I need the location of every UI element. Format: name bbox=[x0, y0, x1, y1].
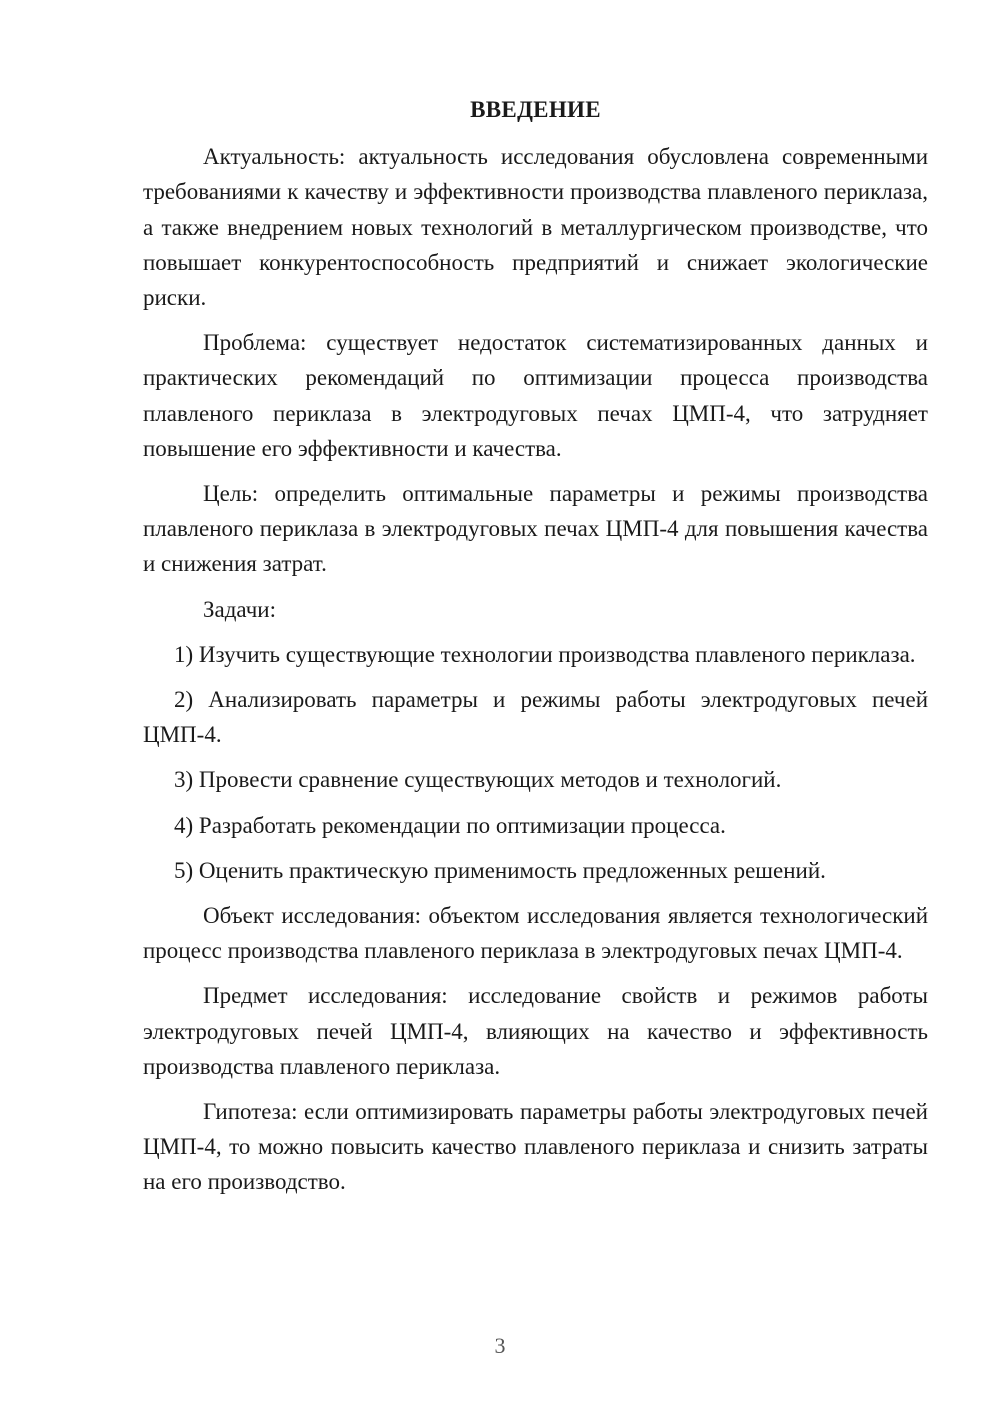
task-item-3: 3) Провести сравнение существующих методов и технологий. bbox=[174, 767, 782, 793]
task-item-2: 2) Анализировать параметры и режимы работы электродуговых печей ЦМП-4. bbox=[143, 687, 928, 748]
paragraph-goal: Цель: определить оптимальные параметры и режимы производства плавленого периклаза в электродуговых печах ЦМП-4 для повышения качества и снижения затрат. bbox=[143, 481, 928, 577]
paragraph-object: Объект исследования: объектом исследования является технологический процесс производства плавленого периклаза в электродуговых печах ЦМП-4. bbox=[143, 903, 928, 964]
paragraph-hypothesis: Гипотеза: если оптимизировать параметры работы электродуговых печей ЦМП-4, то можно повысить качество плавленого периклаза и снизить затраты на его производство. bbox=[143, 1099, 928, 1195]
document-page bbox=[143, 92, 928, 1210]
paragraph-problem: Проблема: существует недостаток систематизированных данных и практических рекомендаций по оптимизации процесса производства плавленого периклаза в электродуговых печах ЦМП-4, что затрудняет повышение его эффективности и качества. bbox=[143, 330, 928, 461]
paragraph-subject: Предмет исследования: исследование свойств и режимов работы электродуговых печей ЦМП-4, влияющих на качество и эффективность производства плавленого периклаза. bbox=[143, 983, 928, 1079]
task-item-4: 4) Разработать рекомендации по оптимизации процесса. bbox=[174, 812, 726, 838]
section-title: ВВЕДЕНИЕ bbox=[470, 97, 601, 122]
task-item-1: 1) Изучить существующие технологии производства плавленого периклаза. bbox=[174, 641, 916, 667]
page-number: 3 bbox=[494, 1333, 506, 1358]
task-item-5: 5) Оценить практическую применимость предложенных решений. bbox=[174, 857, 826, 883]
tasks-heading: Задачи: bbox=[203, 596, 276, 622]
paragraph-relevance: Актуальность: актуальность исследования обусловлена современными требованиями к качеству и эффективности производства плавленого периклаза, а также внедрением новых технологий в металлургическом производстве, что повышает конкурентоспособность предприятий и снижает экологические риски. bbox=[143, 144, 928, 311]
